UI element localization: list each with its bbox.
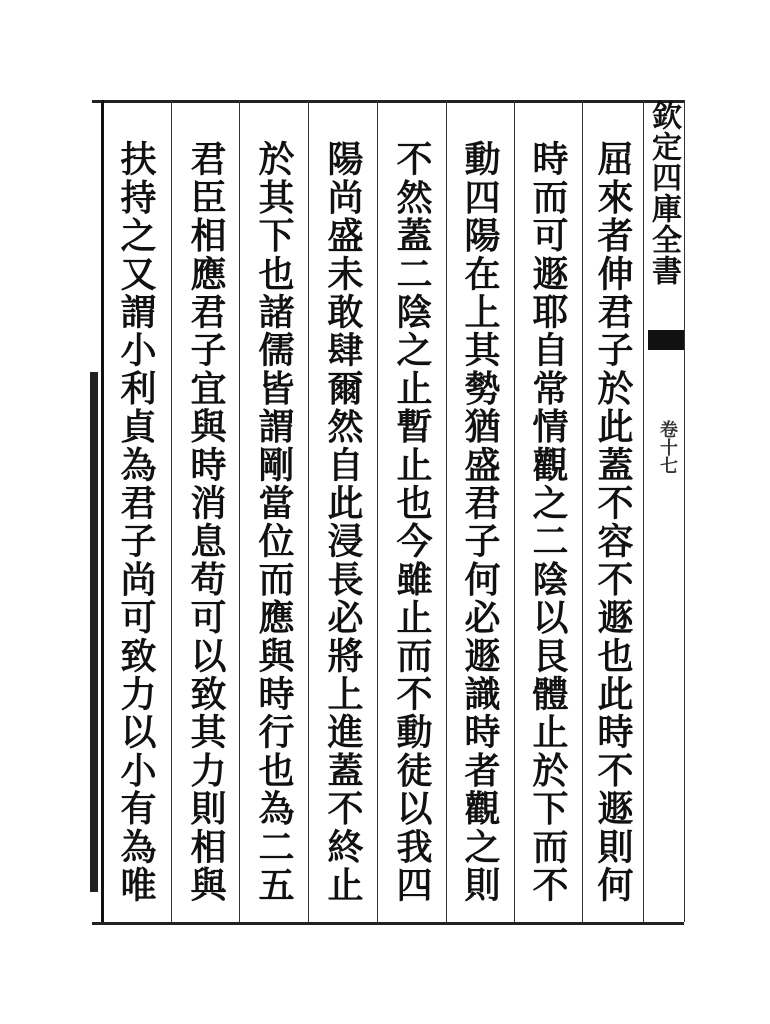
volume-number: 卷十七 bbox=[657, 420, 678, 474]
bottom-border bbox=[92, 922, 684, 925]
text-column-6: 於其下也諸儒皆謂剛當位而應與時行也為二五 bbox=[253, 140, 295, 904]
column-divider bbox=[171, 100, 172, 922]
book-title: 欽定四庫全書 bbox=[646, 100, 681, 286]
right-border bbox=[684, 100, 685, 922]
text-column-1: 屈來者伸君子於此蓋不容不遯也此時不遯則何 bbox=[592, 140, 634, 904]
column-divider bbox=[308, 100, 309, 922]
text-column-2: 時而可遯耶自常情觀之二陰以艮體止於下而不 bbox=[527, 140, 569, 904]
column-divider bbox=[377, 100, 378, 922]
fishtail-mark bbox=[648, 330, 684, 350]
column-divider bbox=[446, 100, 447, 922]
text-column-3: 動四陽在上其勢猶盛君子何必遯識時者觀之則 bbox=[459, 140, 501, 904]
text-column-4: 不然蓋二陰之止暫止也今雖止而不動徒以我四 bbox=[391, 140, 433, 904]
fold-shadow bbox=[90, 372, 98, 892]
text-column-7: 君臣相應君子宜與時消息苟可以致其力則相與 bbox=[185, 140, 227, 904]
left-border bbox=[101, 100, 104, 922]
text-column-5: 陽尚盛未敢肆爾然自此浸長必將上進蓋不終止 bbox=[322, 140, 364, 904]
top-border bbox=[92, 100, 684, 103]
column-divider bbox=[582, 100, 583, 922]
column-divider bbox=[514, 100, 515, 922]
text-column-8: 扶持之又謂小利貞為君子尚可致力以小有為唯 bbox=[115, 140, 157, 904]
column-divider bbox=[239, 100, 240, 922]
